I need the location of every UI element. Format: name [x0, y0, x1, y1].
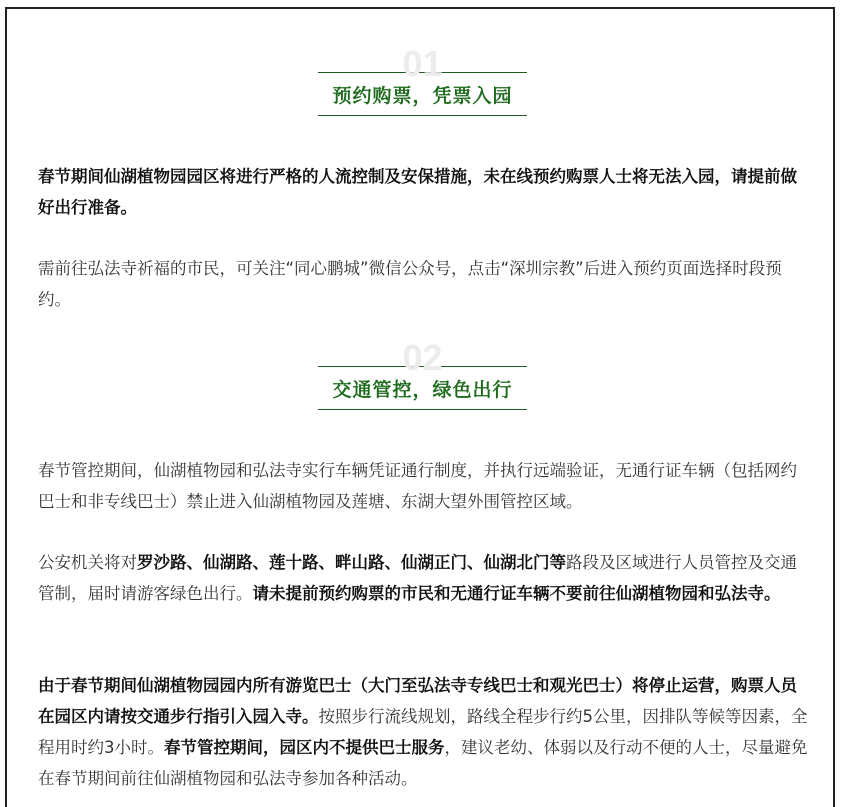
paragraph-2-3 — [38, 670, 808, 794]
bold-no-bus: 春节管控期间，园区内不提供巴士服务 — [164, 738, 445, 757]
bold-text: 春节期间仙湖植物园园区将进行严格的人流控制及安保措施，未在线预约购票人士将无法入园，请提前做好出行准备。 — [38, 167, 797, 217]
bold-warning: 请未提前预约购票的市民和无通行证车辆不要前往仙湖植物园和弘法寺。 — [252, 584, 781, 603]
paragraph-2-2 — [38, 547, 808, 609]
bold-road-list: 罗沙路、仙湖路、莲十路、畔山路、仙湖正门、仙湖北门等 — [137, 553, 566, 572]
section-title-1: 预约购票，凭票入园 — [332, 84, 513, 107]
body-text: 公安机关将对 — [38, 553, 137, 572]
paragraph-1-2 — [38, 253, 808, 315]
section-heading-2 — [318, 337, 527, 410]
body-text: 路段及区域进行人员管控及交通管制，届时请游客绿色出行。 — [38, 553, 797, 603]
body-text: 按照步行流线规划，路线全程步行约5公里，因排队等候等因素，全程用时约3小时。 — [38, 707, 808, 757]
bold-bus-notice: 由于春节期间仙湖植物园园内所有游览巴士（大门至弘法寺专线巴士和观光巴士）将停止运营，购票人员在园区内请按交通步行指引入园入寺。 — [38, 676, 797, 726]
body-text: ，建议老幼、体弱以及行动不便的人士，尽量避免在春节期间前往仙湖植物园和弘法寺参加各种活动。 — [38, 738, 808, 788]
paragraph-1-1 — [38, 161, 808, 223]
section-number-2: 02 — [402, 337, 443, 378]
body-text: 需前往弘法寺祈福的市民，可关注“同心鹏城”微信公众号，点击“深圳宗教”后进入预约页面选择时段预约。 — [38, 259, 782, 309]
paragraph-2-1 — [38, 455, 808, 517]
section-title-2: 交通管控，绿色出行 — [332, 378, 513, 401]
section-heading-1 — [318, 43, 527, 116]
body-text: 春节管控期间，仙湖植物园和弘法寺实行车辆凭证通行制度，并执行远端验证，无通行证车辆（包括网约巴士和非专线巴士）禁止进入仙湖植物园及莲塘、东湖大望外围管控区域。 — [38, 461, 797, 511]
section-number-1: 01 — [402, 43, 443, 84]
